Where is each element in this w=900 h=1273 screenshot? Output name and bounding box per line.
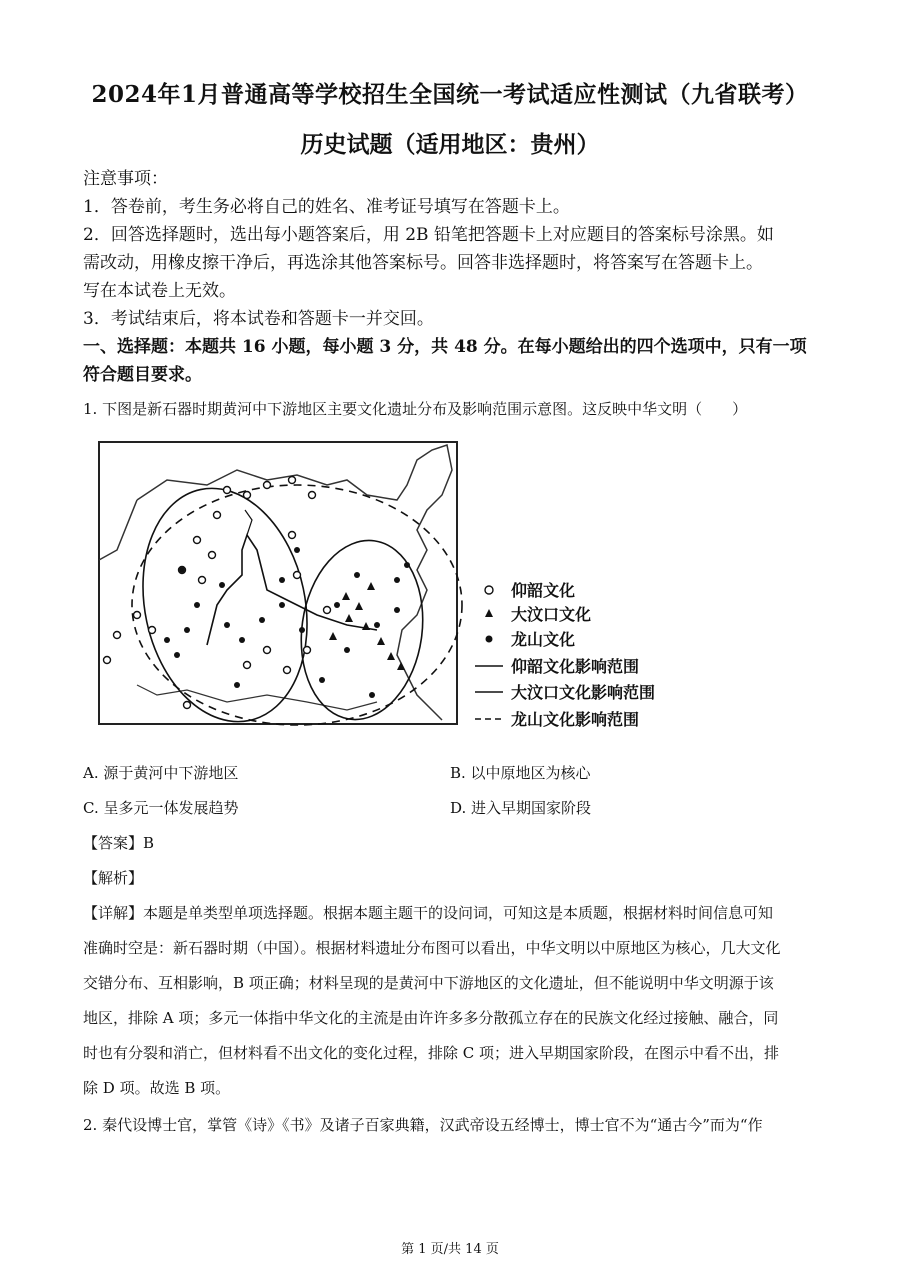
map-legend bbox=[475, 586, 503, 719]
question-2-stem: 2. 秦代设博士官，掌管《诗》《书》及诸子百家典籍，汉武帝设五经博士，博士官不为“通古今”而为“作 bbox=[83, 1116, 763, 1134]
detail-line: 准确时空是：新石器时期（中国）。根据材料遗址分布图可以看出，中华文明以中原地区为核心，几大文化 bbox=[83, 939, 781, 957]
detail-line: 地区，排除 A 项；多元一体指中华文化的主流是由许许多多分散孤立存在的民族文化经过接触、融合，同 bbox=[83, 1009, 779, 1027]
question-1-stem: 1. 下图是新石器时期黄河中下游地区主要文化遗址分布及影响范围示意图。这反映中华文明（ ） bbox=[83, 400, 748, 418]
notice-item: 2．回答选择题时，选出每小题答案后，用 2B 铅笔把答题卡上对应题目的答案标号涂黑。如 bbox=[83, 225, 774, 245]
option-a: A. 源于黄河中下游地区 bbox=[83, 764, 239, 782]
legend-yangshao: 仰韶文化 bbox=[511, 583, 576, 600]
neolithic-culture-map bbox=[97, 440, 667, 730]
option-b: B. 以中原地区为核心 bbox=[450, 764, 591, 782]
section-heading-cont: 符合题目要求。 bbox=[83, 365, 202, 385]
answer: 【答案】B bbox=[83, 834, 155, 852]
section-heading: 一、选择题：本题共 16 小题，每小题 3 分，共 48 分。在每小题给出的四个选项中，只有一项 bbox=[83, 337, 807, 357]
legend-longshan: 龙山文化 bbox=[511, 632, 576, 649]
page-footer: 第 1 页/共 14 页 bbox=[401, 1242, 499, 1257]
legend-longshan-range: 龙山文化影响范围 bbox=[511, 712, 640, 729]
legend-dawenkou: 大汶口文化 bbox=[511, 607, 592, 624]
detail-line: 除 D 项。故选 B 项。 bbox=[83, 1079, 231, 1097]
notice-heading: 注意事项： bbox=[83, 169, 168, 189]
legend-dawenkou-range: 大汶口文化影响范围 bbox=[511, 685, 656, 702]
detail-line: 时也有分裂和消亡，但材料看不出文化的变化过程，排除 C 项；进入早期国家阶段，在图示中看不出，排 bbox=[83, 1044, 780, 1062]
legend-yangshao-range: 仰韶文化影响范围 bbox=[511, 659, 640, 676]
notice-item: 1．答卷前，考生务必将自己的姓名、准考证号填写在答题卡上。 bbox=[83, 197, 570, 217]
exam-subtitle: 历史试题（适用地区：贵州） bbox=[300, 131, 600, 158]
exam-title: 2024年1月普通高等学校招生全国统一考试适应性测试（九省联考） bbox=[91, 81, 809, 108]
option-c: C. 呈多元一体发展趋势 bbox=[83, 799, 239, 817]
option-d: D. 进入早期国家阶段 bbox=[450, 799, 592, 817]
detail-line: 交错分布、互相影响，B 项正确；材料呈现的是黄河中下游地区的文化遗址，但不能说明中华文明源于该 bbox=[83, 974, 774, 992]
analysis-label: 【解析】 bbox=[83, 869, 144, 887]
notice-item: 写在本试卷上无效。 bbox=[83, 281, 236, 301]
notice-item: 需改动，用橡皮擦干净后，再选涂其他答案标号。回答非选择题时，将答案写在答题卡上。 bbox=[83, 253, 763, 273]
detail-line: 【详解】本题是单类型单项选择题。根据本题主题干的设问词，可知这是本质题，根据材料时间信息可知 bbox=[83, 904, 774, 922]
notice-item: 3．考试结束后，将本试卷和答题卡一并交回。 bbox=[83, 309, 434, 329]
